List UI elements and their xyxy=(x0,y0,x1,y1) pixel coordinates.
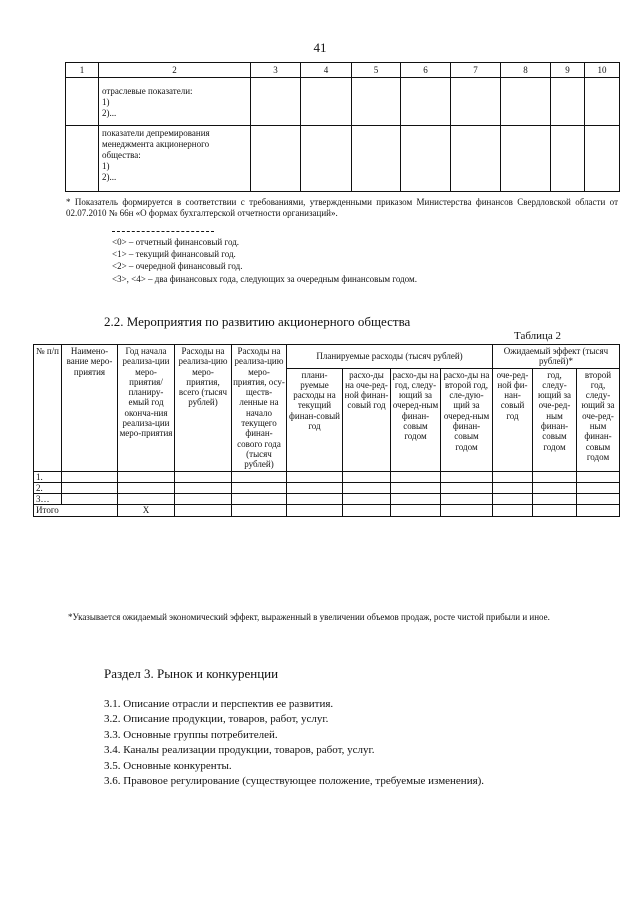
header-cell: 5 xyxy=(352,63,401,78)
header-cell: 10 xyxy=(585,63,620,78)
total-mark: X xyxy=(118,505,175,516)
cell xyxy=(301,78,352,126)
cell xyxy=(401,78,451,126)
col-planned-next: расхо-ды на оче-ред-ной финан-совый год xyxy=(343,368,391,471)
legend-item: <1> – текущий финансовый год. xyxy=(112,249,236,260)
effect-footnote: *Указывается ожидаемый экономический эффект, выраженный в увеличении объемов продаж, росте чистой прибыли и иное. xyxy=(68,612,550,622)
cell xyxy=(551,126,585,192)
cell xyxy=(501,78,551,126)
legend-item: <3>, <4> – два финансовых года, следующих за очередным финансовым годом. xyxy=(112,273,417,284)
list-item: 3.2. Описание продукции, товаров, работ, услуг. xyxy=(104,713,329,726)
col-start-year: Год начала реализа-ции меро-приятия/ планиру-емый год оконча-ния реализа-ции меро-приятия xyxy=(118,345,175,472)
cell-line: показатели депремирования xyxy=(102,128,210,138)
header-cell: 1 xyxy=(66,63,99,78)
cell xyxy=(451,78,501,126)
cell xyxy=(585,126,620,192)
col-number: № п/п xyxy=(34,345,62,472)
legend-item: <0> – отчетный финансовый год. xyxy=(112,237,240,247)
header-cell: 9 xyxy=(551,63,585,78)
indicators-table xyxy=(65,62,620,192)
cell-line: 2)... xyxy=(102,108,117,118)
row-number: 1. xyxy=(34,471,62,482)
cell-line: общества: xyxy=(102,150,141,160)
cell xyxy=(585,78,620,126)
cell xyxy=(401,126,451,192)
cell-line: 2)... xyxy=(102,172,117,182)
year-legend xyxy=(112,236,417,285)
col-planned-next-plus-1: расхо-ды на год, следу-ющий за очеред-ным финан-совым годом xyxy=(391,368,441,471)
cell xyxy=(501,126,551,192)
col-costs-total: Расходы на реализа-цию меро-приятия, всего (тысяч рублей) xyxy=(175,345,232,472)
cell xyxy=(352,126,401,192)
table-row xyxy=(66,78,620,126)
col-planned-costs-group: Планируемые расходы (тысяч рублей) xyxy=(287,345,493,369)
list-item: 3.1. Описание отрасли и перспектив ее развития. xyxy=(104,698,334,710)
row-number: 3… xyxy=(34,494,62,505)
table-row xyxy=(34,494,620,505)
header-cell: 3 xyxy=(251,63,301,78)
col-costs-incurred: Расходы на реализа-цию меро-приятия, осу-ществ-ленные на начало текущего финан-сового года (тысяч рублей) xyxy=(233,346,285,470)
col-planned-next-plus-2: расхо-ды на второй год, сле-дую-щий за очеред-ным финан-совым годом xyxy=(441,368,493,471)
cell xyxy=(66,78,99,126)
table-row xyxy=(34,471,620,482)
table-row xyxy=(66,126,620,192)
cell xyxy=(66,126,99,192)
col-planned-current: плани-руемые расходы на текущий финан-совый год xyxy=(287,368,343,471)
industry-indicators-cell xyxy=(99,78,251,126)
footnote-divider xyxy=(112,231,214,232)
col-expected-effect-group: Ожидаемый эффект (тысяч рублей)* xyxy=(493,345,620,369)
col-effect-next-plus-1: год, следу-ющий за оче-ред-ным финан-совым годом xyxy=(533,368,577,471)
cell xyxy=(251,126,301,192)
header-cell: 2 xyxy=(99,63,251,78)
row-number: 2. xyxy=(34,482,62,493)
page-number: 41 xyxy=(313,40,327,55)
table-row xyxy=(34,482,620,493)
measures-header-row xyxy=(34,345,620,369)
indicators-table-header xyxy=(66,63,620,78)
header-cell: 8 xyxy=(501,63,551,78)
list-item: 3.3. Основные группы потребителей. xyxy=(104,728,278,741)
section-2-2-title: 2.2. Мероприятия по развитию акционерного общества xyxy=(104,314,411,329)
cell xyxy=(301,126,352,192)
header-cell: 4 xyxy=(301,63,352,78)
measures-table xyxy=(33,344,620,517)
list-item: 3.5. Основные конкуренты. xyxy=(104,759,232,772)
cell xyxy=(551,78,585,126)
cell-line: 1) xyxy=(102,97,110,107)
legend-item: <2> – очередной финансовый год. xyxy=(112,261,243,272)
col-effect-next: оче-ред-ной фи-нан-совый год xyxy=(493,368,533,471)
cell-line: 1) xyxy=(102,161,110,171)
list-item: 3.4. Каналы реализации продукции, товаров, работ, услуг. xyxy=(104,744,375,757)
col-measure-name: Наимено-вание меро-приятия xyxy=(62,345,118,472)
total-row xyxy=(34,505,620,516)
cell xyxy=(352,78,401,126)
cell-line: менеджмента акционерного xyxy=(102,139,210,149)
indicators-footnote: * Показатель формируется в соответствии с требованиями, утвержденными приказом Министерства финансов Свердловской области от 02.07.2010 № 66н «О формах бухгалтерской отчетности организаций». xyxy=(66,197,618,218)
depremiation-indicators-cell xyxy=(99,126,251,192)
list-item: 3.6. Правовое регулирование (существующее положение, требуемые изменения). xyxy=(104,775,485,788)
table-label: Таблица 2 xyxy=(514,330,562,342)
col-effect-next-plus-2: второй год, следу-ющий за оче-ред-ным финан-совым годом xyxy=(577,368,620,471)
section-3-title: Раздел 3. Рынок и конкуренции xyxy=(104,666,279,681)
header-cell: 7 xyxy=(451,63,501,78)
header-cell: 6 xyxy=(401,63,451,78)
cell-line: отраслевые показатели: xyxy=(102,86,193,96)
total-label: Итого xyxy=(34,505,118,516)
cell xyxy=(251,78,301,126)
section-3-items xyxy=(104,697,484,789)
cell xyxy=(451,126,501,192)
